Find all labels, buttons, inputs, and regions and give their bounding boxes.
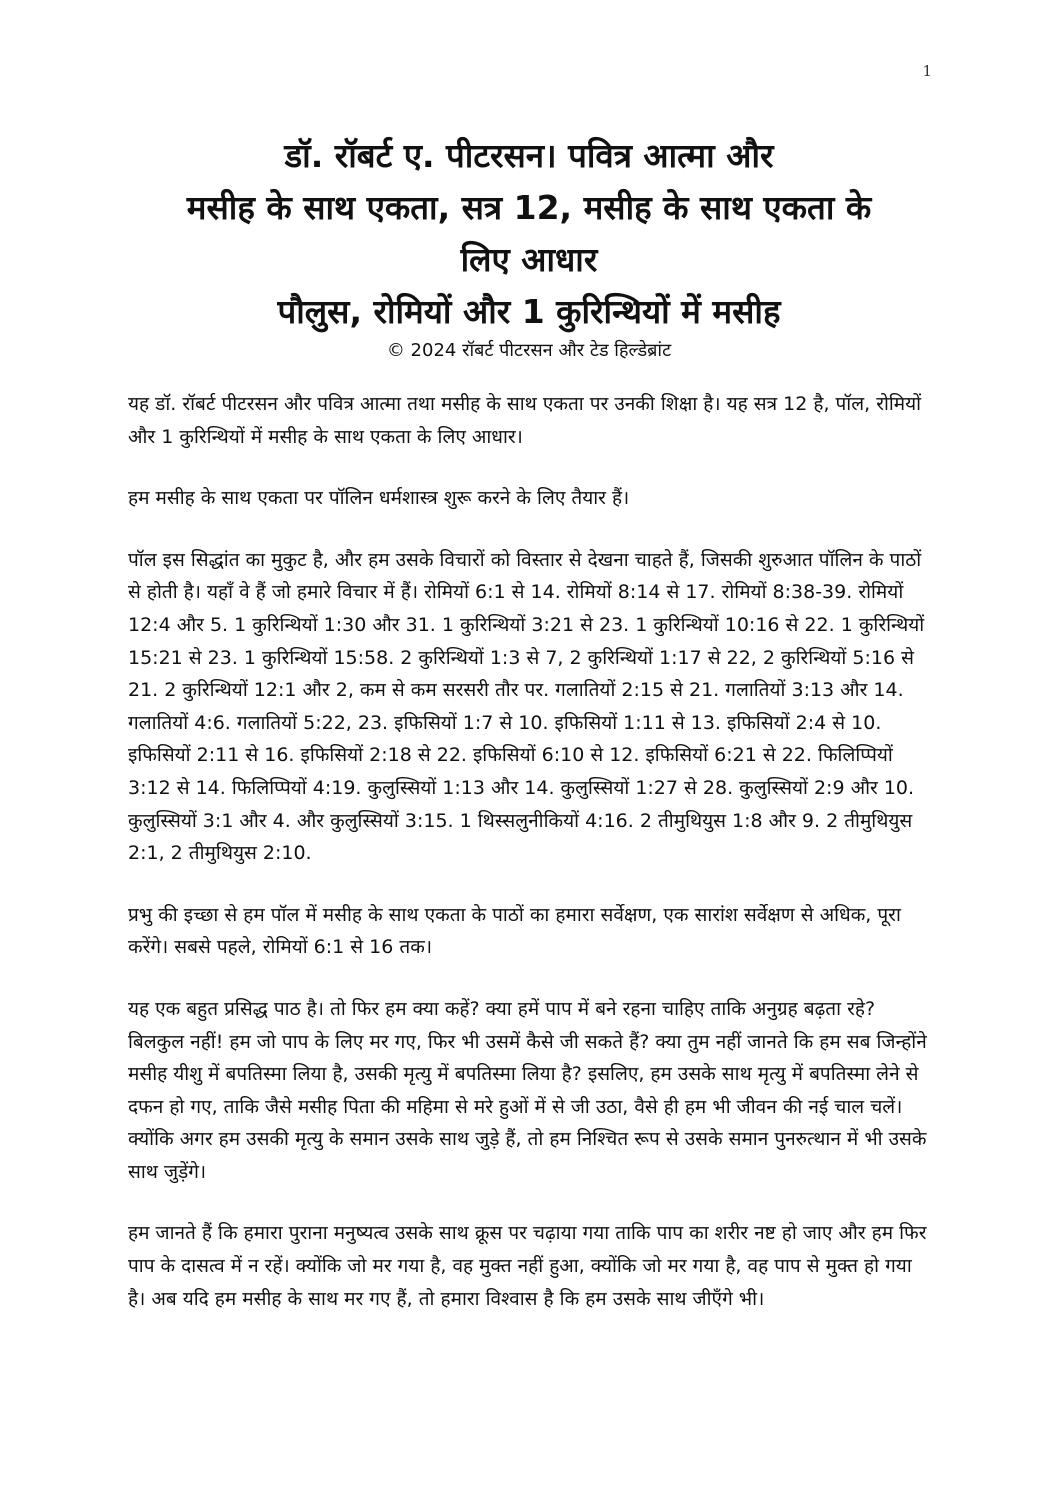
paragraph-intro: यह डॉ. रॉबर्ट पीटरसन और पवित्र आत्मा तथा मसीह के साथ एकता पर उनकी शिक्षा है। यह सत्र 12 है, पॉल, रोमियों और 1 कुरिन्थियों में मसीह के साथ एकता के लिए आधार। <box>128 393 922 448</box>
paragraph-old-self: हम जानते हैं कि हमारा पुराना मनुष्यत्व उसके साथ क्रूस पर चढ़ाया गया ताकि पाप का शरीर नष्ट हो जाए और हम फिर पाप के दासत्व में न रहें। क्योंकि जो मर गया है, वह मुक्त नहीं हुआ, क्योंकि जो मर गया है, वह पाप से मुक्त हो गया है। अब यदि हम मसीह के साथ मर गए हैं, तो हमारा विश्वास है कि हम उसके साथ जीएँगे भी। <box>128 1222 927 1310</box>
title-line-4: पौलुस, रोमियों और 1 कुरिन्थियों में मसीह <box>277 292 781 331</box>
title-line-3: लिए आधार <box>460 240 598 279</box>
document-title <box>100 130 958 364</box>
title-line-1: डॉ. रॉबर्ट ए. पीटरसन। पवित्र आत्मा और <box>284 136 774 175</box>
paragraph-ready: हम मसीह के साथ एकता पर पॉलिन धर्मशास्त्र शुरू करने के लिए तैयार हैं। <box>128 487 630 510</box>
copyright-notice: © 2024 रॉबर्ट पीटरसन और टेड हिल्डेब्रांट <box>386 340 672 361</box>
paragraph-scripture-list: पॉल इस सिद्धांत का मुकुट है, और हम उसके विचारों को विस्तार से देखना चाहते हैं, जिसकी शुरुआत पॉलिन के पाठों से होती है। यहाँ वे हैं जो हमारे विचार में हैं। रोमियों 6:1 से 14. रोमियों 8:14 से 17. रोमियों 8:38-39. रोमियों 12:4 और 5. 1 कुरिन्थियों 1:30 और 31. 1 कुरिन्थियों 3:21 से 23. 1 कुरिन्थियों 10:16 से 22. 1 कुरिन्थियों 15:21 से 23. 1 कुरिन्थियों 15:58. 2 कुरिन्थियों 1:3 से 7, 2 कुरिन्थियों 1:17 से 22, 2 कुरिन्थियों 5:16 से 21. 2 कुरिन्थियों 12:1 और 2, कम से कम सरसरी तौर पर. गलातियों 2:15 से 21. गलातियों 3:13 और 14. गलातियों 4:6. गलातियों 5:22, 23. इफिसियों 1:7 से 10. इफिसियों 1:11 से 13. इफिसियों 2:4 से 10. इफिसियों 2:11 से 16. इफिसियों 2:18 से 22. इफिसियों 6:10 से 12. इफिसियों 6:21 से 22. फिलिप्पियों 3:12 से 14. फिलिप्पियों 4:19. कुलुस्सियों 1:13 और 14. कुलुस्सियों 1:27 से 28. कुलुस्सियों 2:9 और 10. कुलुस्सियों 3:1 और 4. और कुलुस्सियों 3:15. 1 थिस्सलुनीकियों 4:16. 2 तीमुथियुस 1:8 और 9. 2 तीमुथियुस 2:1, 2 तीमुथियुस 2:10. <box>128 548 925 865</box>
title-line-2: मसीह के साथ एकता, सत्र 12, मसीह के साथ एकता के <box>186 188 872 227</box>
paragraph-survey: प्रभु की इच्छा से हम पॉल में मसीह के साथ एकता के पाठों का हमारा सर्वेक्षण, एक सारांश सर्वेक्षण से अधिक, पूरा करेंगे। सबसे पहले, रोमियों 6:1 से 16 तक। <box>128 903 901 959</box>
document-body <box>128 388 934 1344</box>
page-number: 1 <box>922 62 932 80</box>
paragraph-romans-6: यह एक बहुत प्रसिद्ध पाठ है। तो फिर हम क्या कहें? क्या हमें पाप में बने रहना चाहिए ताकि अनुग्रह बढ़ता रहे? बिलकुल नहीं! हम जो पाप के लिए मर गए, फिर भी उसमें कैसे जी सकते हैं? क्या तुम नहीं जानते कि हम सब जिन्होंने मसीह यीशु में बपतिस्मा लिया है, उसकी मृत्यु में बपतिस्मा लिया है? इसलिए, हम उसके साथ मृत्यु में बपतिस्मा लेने से दफन हो गए, ताकि जैसे मसीह पिता की महिमा से मरे हुओं में से जी उठा, वैसे ही हम भी जीवन की नई चाल चलें। क्योंकि अगर हम उसकी मृत्यु के समान उसके साथ जुड़े हैं, तो हम निश्चित रूप से उसके समान पुनरुत्थान में भी उसके साथ जुड़ेंगे। <box>128 997 927 1183</box>
